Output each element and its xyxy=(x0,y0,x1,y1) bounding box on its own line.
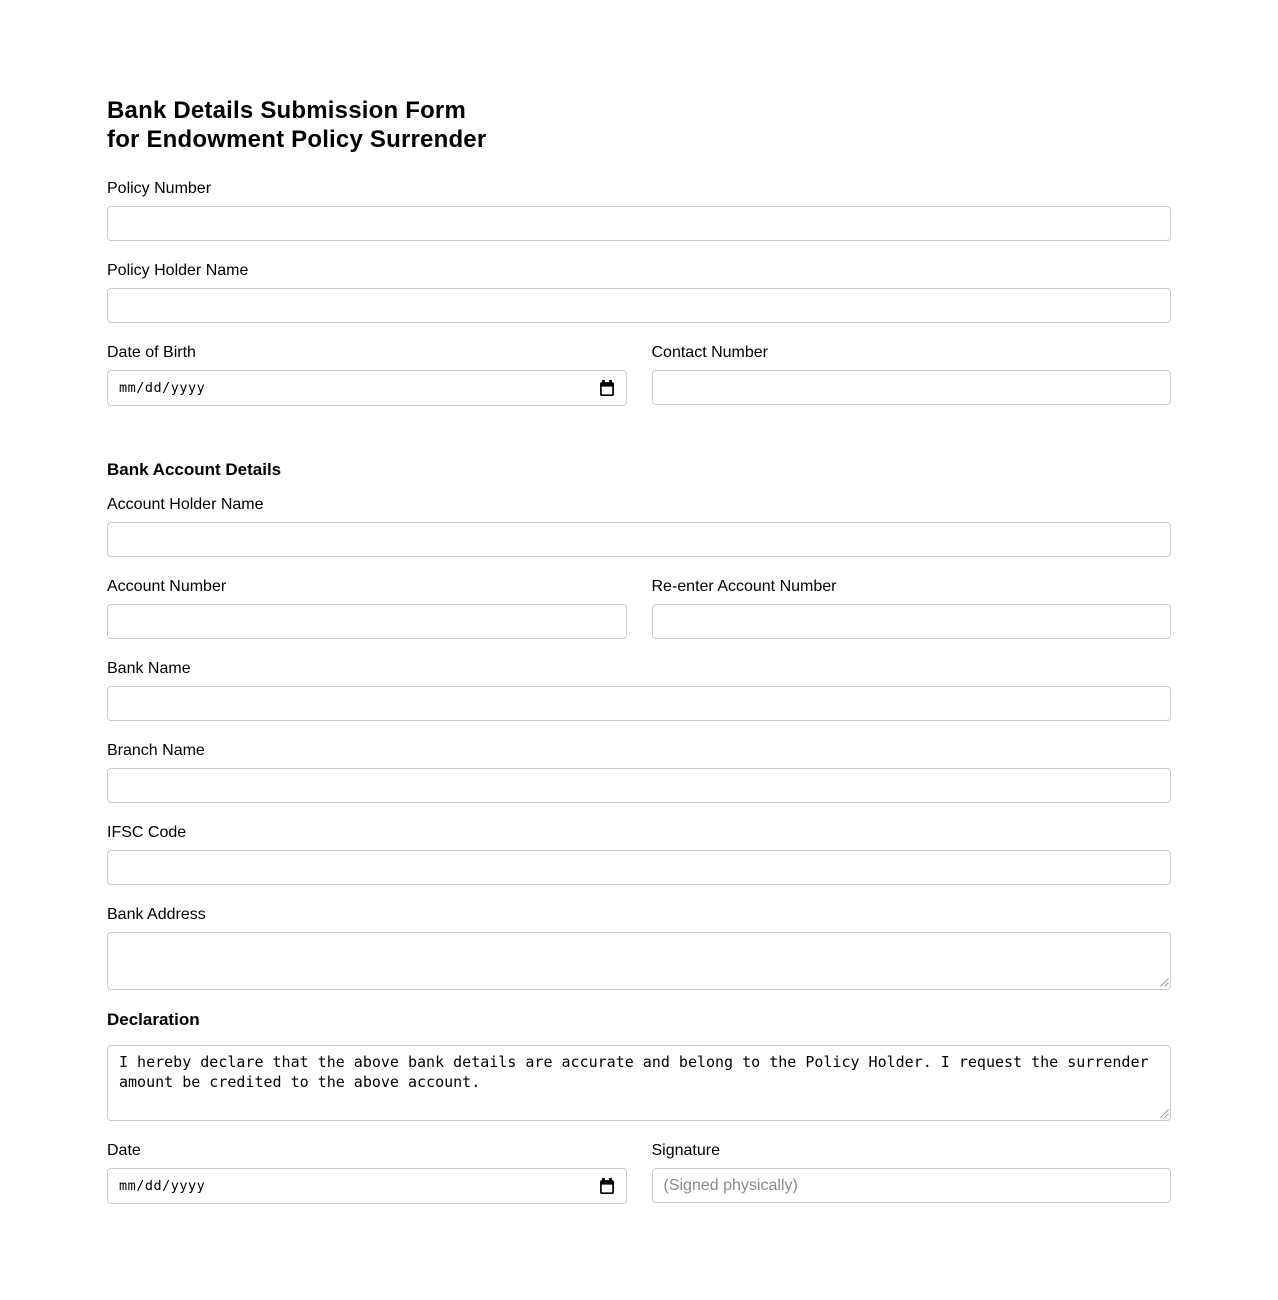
declaration-textarea-wrap xyxy=(107,1045,1171,1121)
declaration-field xyxy=(107,1045,1171,1121)
declaration-textarea[interactable] xyxy=(107,1045,1171,1121)
date-of-birth-value: mm/dd/yyyy xyxy=(119,380,206,396)
branch-name-field xyxy=(107,741,1171,803)
dob-contact-row xyxy=(107,343,1171,426)
contact-number-field xyxy=(652,343,1172,406)
page-title-line-2: for Endowment Policy Surrender xyxy=(107,126,487,153)
bank-account-details-heading: Bank Account Details xyxy=(107,460,282,479)
account-number-input[interactable] xyxy=(107,604,627,639)
date-value: mm/dd/yyyy xyxy=(119,1178,206,1194)
signature-label: Signature xyxy=(651,1142,720,1159)
policy-holder-name-input[interactable] xyxy=(107,288,1171,323)
bank-name-field xyxy=(107,659,1171,721)
branch-name-label: Branch Name xyxy=(107,742,205,759)
date-input[interactable] xyxy=(107,1168,627,1204)
account-holder-name-label: Account Holder Name xyxy=(107,496,264,513)
date-signature-row xyxy=(107,1141,1171,1224)
account-number-field xyxy=(107,577,627,639)
reenter-account-number-field xyxy=(652,577,1172,639)
bank-name-label: Bank Name xyxy=(107,660,191,677)
account-holder-name-input[interactable] xyxy=(107,522,1171,557)
date-label: Date xyxy=(107,1142,141,1159)
ifsc-code-input[interactable] xyxy=(107,850,1171,885)
signature-input[interactable] xyxy=(652,1168,1172,1203)
bank-address-label: Bank Address xyxy=(107,906,206,923)
date-field xyxy=(107,1141,627,1204)
calendar-icon[interactable] xyxy=(599,1178,615,1195)
ifsc-code-label: IFSC Code xyxy=(107,824,187,841)
reenter-account-number-label: Re-enter Account Number xyxy=(651,578,837,595)
bank-address-field xyxy=(107,905,1171,990)
declaration-heading: Declaration xyxy=(107,1010,200,1029)
account-number-label: Account Number xyxy=(107,578,227,595)
contact-number-label: Contact Number xyxy=(651,344,768,361)
policy-number-field xyxy=(107,179,1171,241)
signature-field xyxy=(652,1141,1172,1204)
policy-number-label: Policy Number xyxy=(107,180,212,197)
bank-name-input[interactable] xyxy=(107,686,1171,721)
page-title-line-1: Bank Details Submission Form xyxy=(107,97,467,124)
policy-number-input[interactable] xyxy=(107,206,1171,241)
branch-name-input[interactable] xyxy=(107,768,1171,803)
policy-holder-name-label: Policy Holder Name xyxy=(107,262,249,279)
date-of-birth-label: Date of Birth xyxy=(107,344,196,361)
page-title xyxy=(107,96,1171,154)
bank-details-form xyxy=(107,0,1171,1224)
date-of-birth-input[interactable] xyxy=(107,370,627,406)
contact-number-input[interactable] xyxy=(652,370,1172,405)
policy-holder-name-field xyxy=(107,261,1171,323)
account-number-row xyxy=(107,577,1171,659)
bank-address-textarea-wrap xyxy=(107,932,1171,990)
calendar-icon[interactable] xyxy=(599,380,615,397)
date-of-birth-field xyxy=(107,343,627,406)
ifsc-code-field xyxy=(107,823,1171,885)
account-holder-name-field xyxy=(107,495,1171,557)
bank-address-textarea[interactable] xyxy=(107,932,1171,990)
reenter-account-number-input[interactable] xyxy=(652,604,1172,639)
